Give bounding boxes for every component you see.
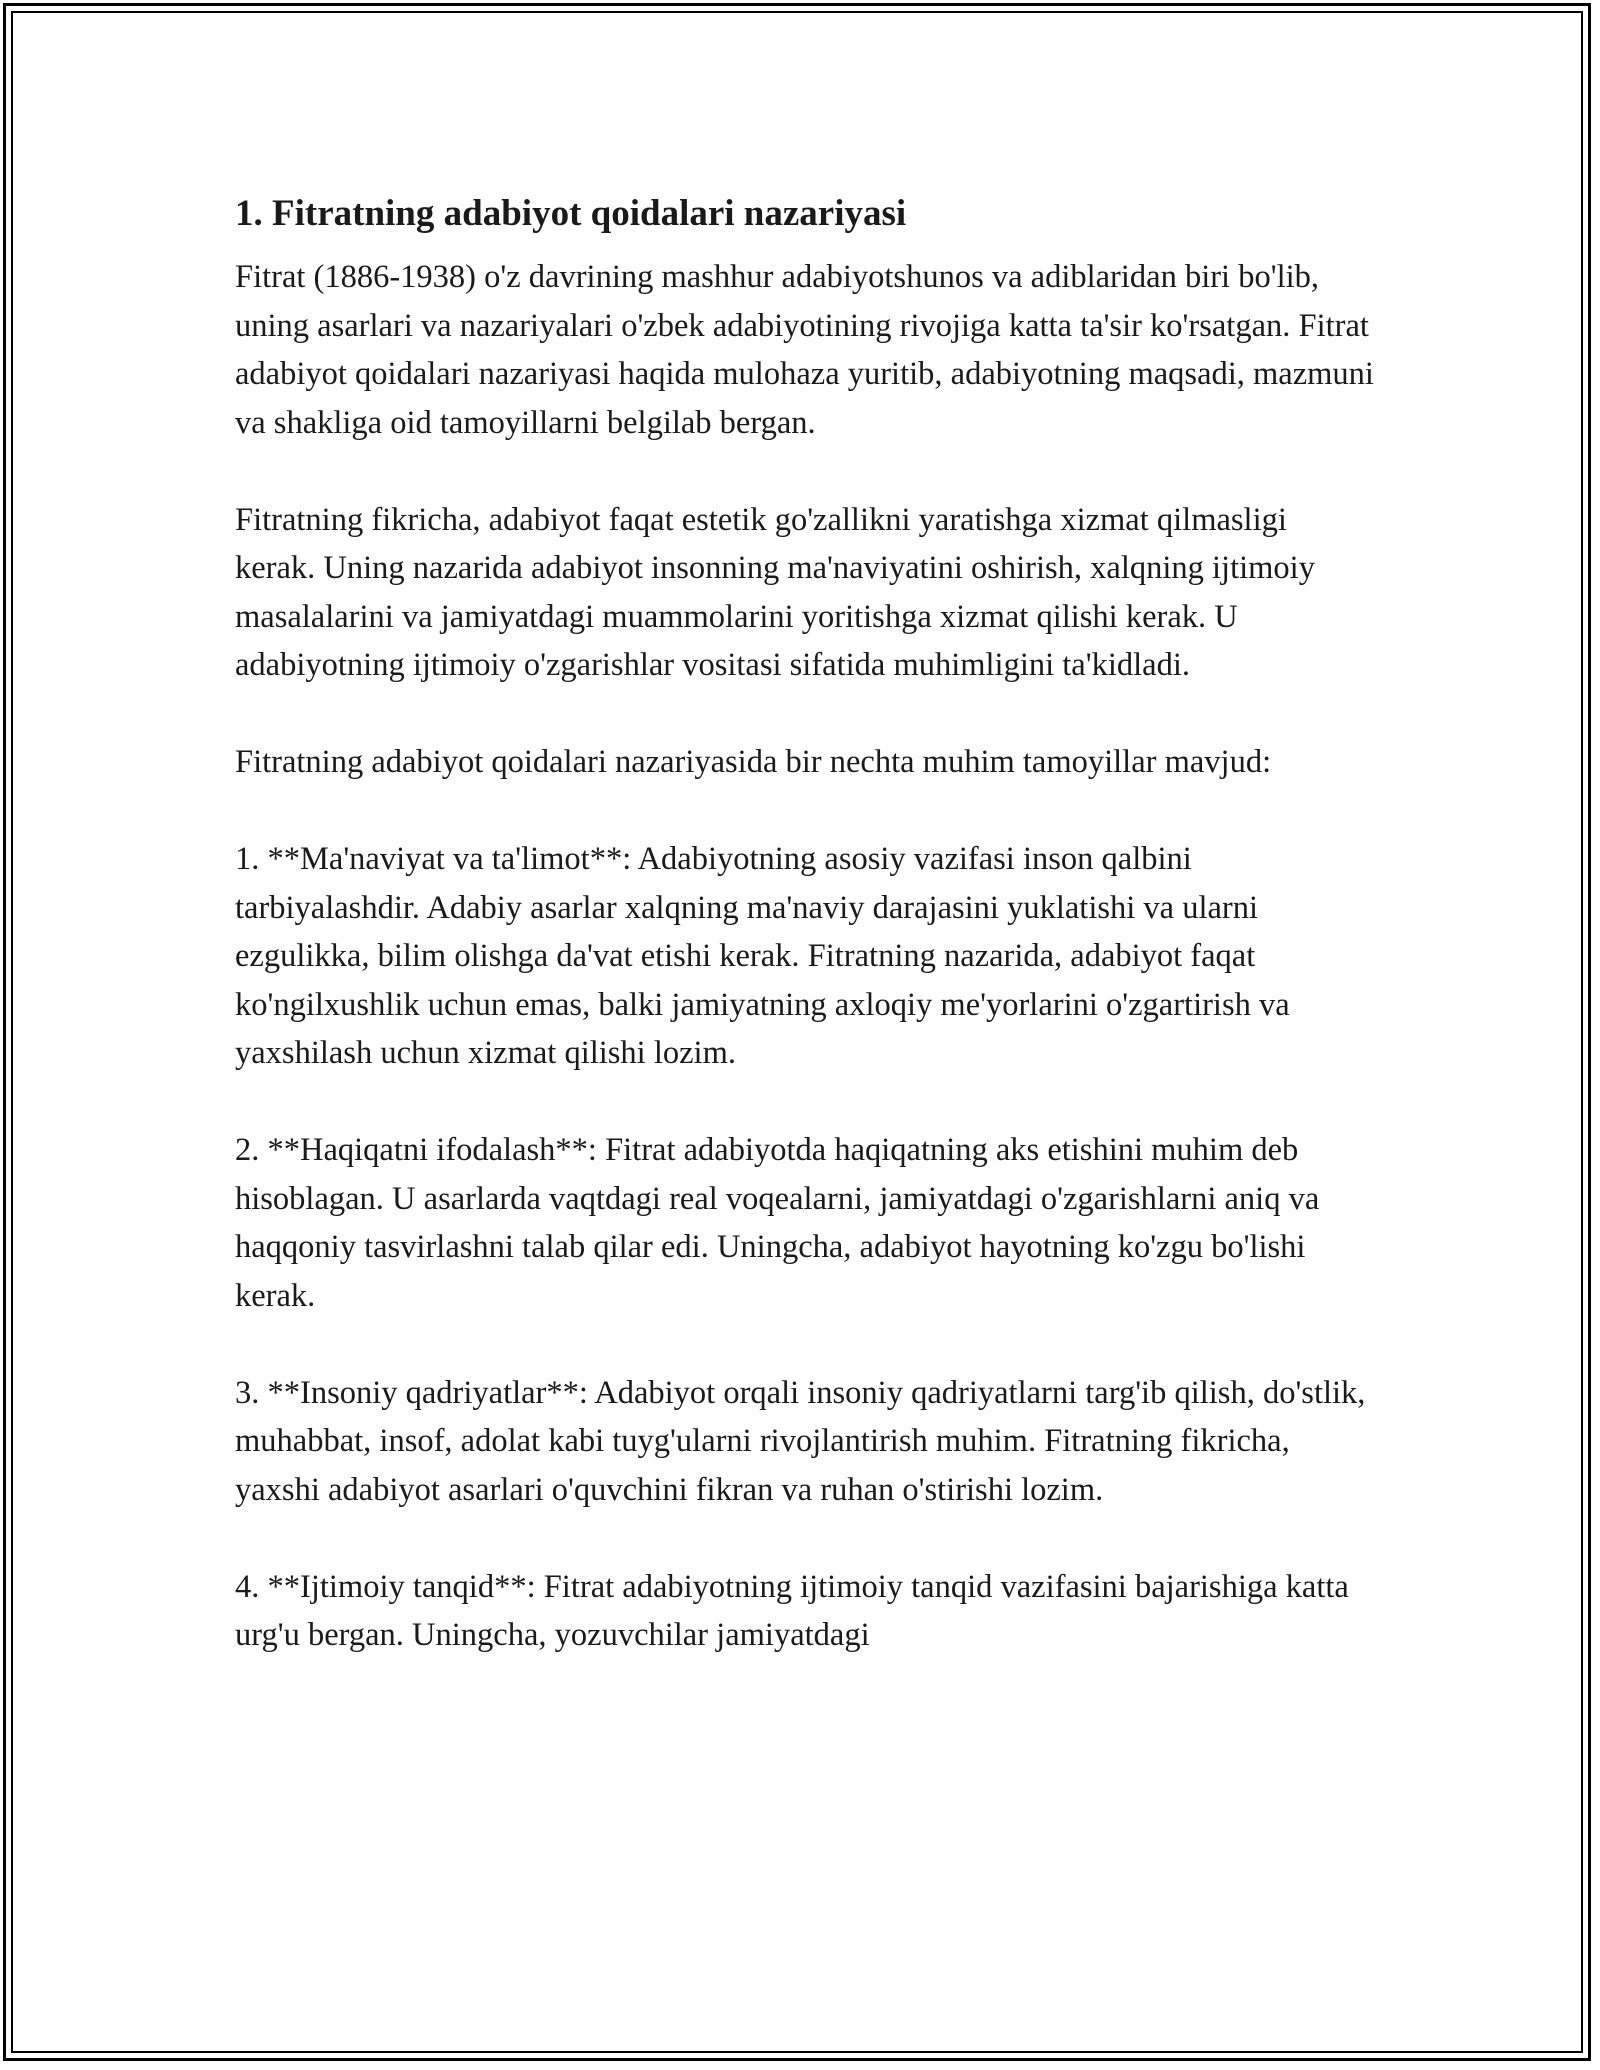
section-heading: 1. Fitratning adabiyot qoidalari nazariyasi [235, 193, 907, 234]
document-body [235, 185, 1375, 1660]
principle-item-1: 1. **Ma'naviyat va ta'limot**: Adabiyotning asosiy vazifasi inson qalbini tarbiyalashdir. Adabiy asarlar xalqning ma'naviy darajasini yuklatishi va ularni ezgulikka, bilim olishga da'vat etishi kerak. Fitratning nazarida, adabiyot faqat ko'ngilxushlik uchun emas, balki jamiyatning axloqiy me'yorlarini o'zgartirish va yaxshilash uchun xizmat qilishi lozim. [235, 841, 1290, 1071]
paragraph-principles-lead: Fitratning adabiyot qoidalari nazariyasida bir nechta muhim tamoyillar mavjud: [235, 744, 1272, 780]
principle-item-3: 3. **Insoniy qadriyatlar**: Adabiyot orqali insoniy qadriyatlarni targ'ib qilish, do'stlik, muhabbat, insof, adolat kabi tuyg'ularni rivojlantirish muhim. Fitratning fikricha, yaxshi adabiyot asarlari o'quvchini fikran va ruhan o'stirishi lozim. [235, 1374, 1366, 1508]
paragraph-opinion: Fitratning fikricha, adabiyot faqat estetik go'zallikni yaratishga xizmat qilmasligi kerak. Uning nazarida adabiyot insonning ma'naviyatini oshirish, xalqning ijtimoiy masalalarini va jamiyatdagi muammolarini yoritishga xizmat qilishi kerak. U adabiyotning ijtimoiy o'zgarishlar vositasi sifatida muhimligini ta'kidladi. [235, 501, 1315, 683]
principle-item-4: 4. **Ijtimoiy tanqid**: Fitrat adabiyotning ijtimoiy tanqid vazifasini bajarishiga katta urg'u bergan. Uningcha, yozuvchilar jamiyatdagi [235, 1568, 1349, 1653]
paragraph-intro: Fitrat (1886-1938) o'z davrining mashhur adabiyotshunos va adiblaridan biri bo'lib, uning asarlari va nazariyalari o'zbek adabiyotining rivojiga katta ta'sir ko'rsatgan. Fitrat adabiyot qoidalari nazariyasi haqida mulohaza yuritib, adabiyotning maqsadi, mazmuni va shakliga oid tamoyillarni belgilab bergan. [235, 259, 1374, 441]
principle-item-2: 2. **Haqiqatni ifodalash**: Fitrat adabiyotda haqiqatning aks etishini muhim deb hisoblagan. U asarlarda vaqtdagi real voqealarni, jamiyatdagi o'zgarishlarni aniq va haqqoniy tasvirlashni talab qilar edi. Uningcha, adabiyot hayotning ko'zgu bo'lishi kerak. [235, 1132, 1320, 1314]
